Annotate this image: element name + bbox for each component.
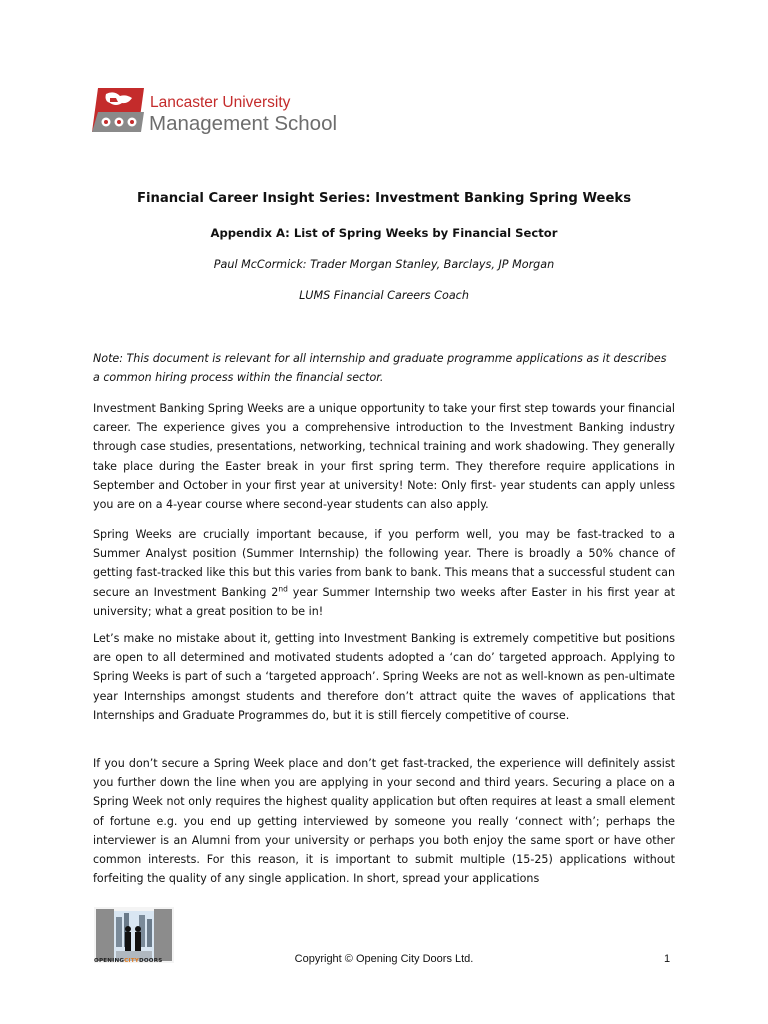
copyright-notice: Copyright © Opening City Doors Ltd. [294, 953, 474, 965]
paragraph-3: Let’s make no mistake about it, getting into Investment Banking is extremely competitive but positions are open to all determined and motivated students adopted a ‘can do’ targeted approach. Applying to Spring Weeks is part of such a ‘targeted approach’. Spring Weeks are not as well-known as pen-ultimate year Internships amongst students and therefore don’t attract quite the waves of applications that Internships and Graduate Programmes do, but it is still fiercely competitive of course. [93, 632, 675, 722]
document-subtitle: Appendix A: List of Spring Weeks by Financial Sector [210, 226, 558, 240]
paragraph-2-text-a: Spring Weeks are crucially important because, if you perform well, you may be fast-tracked to a Summer Analyst position (Summer Internship) the following year. There is broadly a 50% chance of getting fast-tracked like this but this varies from bank to bank. This means that a successful student can secure an Investment Banking 2 [93, 528, 675, 599]
footer-logo-label-a: OPENING [94, 958, 125, 964]
author-role: LUMS Financial Careers Coach [299, 289, 469, 302]
author-line: Paul McCormick: Trader Morgan Stanley, Barclays, JP Morgan [213, 258, 555, 271]
paragraph-1: Investment Banking Spring Weeks are a unique opportunity to take your first step towards your financial career. The experience gives you a comprehensive introduction to the Investment Banking industry through case studies, presentations, networking, technical training and work shadowing. They generally take place during the Easter break in your first spring term. They therefore require applications in September and October in your first year at university! Note: Only first- year students can apply unless you are on a 4-year course where second-year students can also apply. [93, 402, 675, 512]
university-crest-icon [92, 86, 146, 134]
page-number: 1 [664, 953, 671, 965]
document-title: Financial Career Insight Series: Investment Banking Spring Weeks [136, 191, 632, 206]
paragraph-4: If you don’t secure a Spring Week place and don’t get fast-tracked, the experience will definitely assist you further down the line when you are applying in your second and third years. Securing a place on a Spring Week not only requires the highest quality application but often requires at least a small element of fortune e.g. you end up getting interviewed by someone you really ‘connect with’; perhaps the interviewer is an Alumni from your university or perhaps you both enjoy the same sport or have other common interests. For this reason, it is important to submit multiple (15-25) applications without forfeiting the quality of any single application. In short, spread your applications [93, 757, 675, 886]
logo-school-name: Management School [149, 112, 338, 135]
lancaster-logo [92, 86, 362, 136]
footer-logo-label-c: DOORS [138, 958, 163, 964]
paragraph-2 [93, 525, 675, 621]
paragraph-2-text-b: year Summer Internship two weeks after Easter in his first year at university; what a great position to be in! [93, 585, 675, 618]
ordinal-superscript: nd [278, 583, 288, 593]
logo-institution-name: Lancaster University [150, 94, 291, 111]
document-note: Note: This document is relevant for all internship and graduate programme applications as it describes a common hiring process within the financial sector. [93, 352, 667, 385]
footer-logo-label-b: CITY [124, 958, 139, 964]
